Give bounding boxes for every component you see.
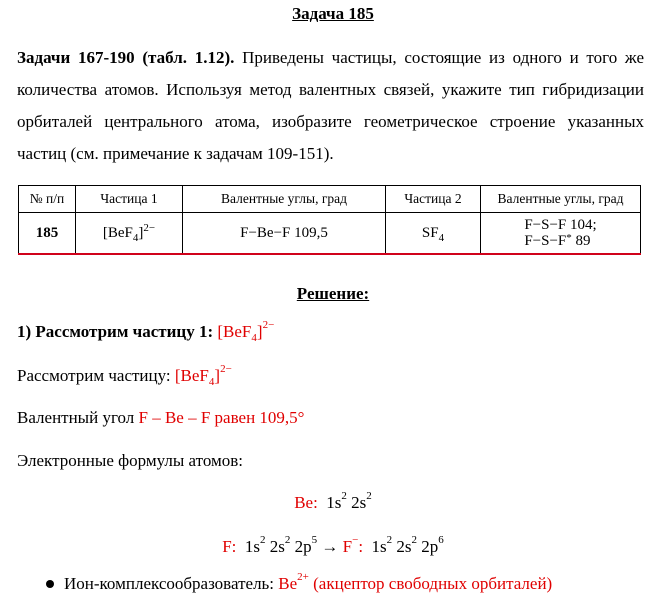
bullet-icon: [46, 580, 54, 588]
task-ref: Задачи 167-190 (табл. 1.12).: [17, 48, 235, 67]
task-statement: [17, 42, 644, 170]
particles-table: [18, 185, 641, 255]
f-formula: F: $1s^2$ $2s^2$ $2p^5 \to F^-$: $1s^2$ $2s^2$ $2p^6$: [222, 534, 444, 556]
table-header-row: [19, 186, 641, 213]
particle-2: $SF_4$: [386, 213, 481, 255]
table-row: [19, 213, 641, 255]
col-header: Валентные углы, град: [183, 186, 386, 213]
bullet-line: Ион-комплексообразователь: $Be^{2+}$ (акцептор свободных орбиталей): [64, 571, 553, 593]
angle-1: F−Be−F 109,5: [183, 213, 386, 255]
angle-line: Валентный угол F – Be – F равен 109,5°: [17, 408, 305, 427]
solution-title: Решение:: [296, 284, 370, 303]
particle-1: $[BeF_4]^{2-}$: [76, 213, 183, 255]
col-header: Валентные углы, град: [481, 186, 641, 213]
col-header: Частица 1: [76, 186, 183, 213]
col-header: № п/п: [19, 186, 76, 213]
page-title: Задача 185: [292, 4, 374, 23]
electron-formulas-heading: Электронные формулы атомов:: [17, 451, 244, 470]
row-number: 185: [19, 213, 76, 255]
angle-2: F−S−F 104; F−S−F* 89: [481, 213, 641, 255]
be-formula: Be: $1s^2$ $2s^2$: [294, 490, 372, 512]
consider-line: Рассмотрим частицу: $[BeF_4]^{2-}$: [17, 363, 232, 388]
task-text: Приведены частицы, состоящие из одного и того же количества атомов. Используя метод валентных связей, укажите тип гибридизации орбиталей центрального атома, изобразите геометрическое строение указанных частиц (см. примечание к задачам 109-151).: [17, 48, 644, 163]
col-header: Частица 2: [386, 186, 481, 213]
solution-heading: 1) Рассмотрим частицу 1: $[BeF_4]^{2-}$: [17, 319, 275, 344]
